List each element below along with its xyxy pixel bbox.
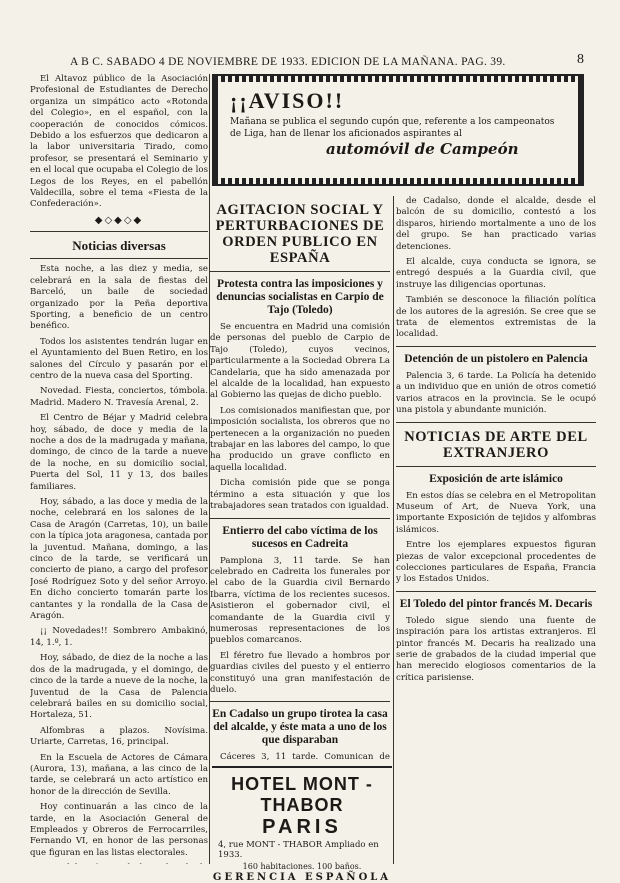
intro-paragraph: El Altavoz público de la Asociación Profesional de Estudiantes de Derecho organiza un simpático acto «Rotonda del Colegio», en el español, con la cooperación de conocidos cómicos. Debido a los esfuerzos que dedicaron a la labor universitaria Tirado, como profesor, se presentará el Seminario y en el local que ocupaba el Colegio de los Legos de los Reyes, en el pabellón Valdecilla, sobre el tema «Fiesta de la Confederación». (30, 74, 208, 210)
article-title-toledo: El Toledo del pintor francés M. Decaris (399, 597, 593, 610)
news-paragraph: En la Escuela de Actores de Cámara (Aurora, 13), mañana, a las cinco de la tarde, se celebrará un acto artístico en honor de la dirección de Sevilla. (30, 752, 208, 797)
news-paragraph: Hoy continuarán a las cinco de la tarde, en la Asociación General de Empleados y Obreros de Ferrocarriles, Fernando VI, en honor de las personas que figuran en las listas electorales. (30, 802, 208, 858)
article-title-cadreita: Entierro del cabo víctima de los sucesos en Cadreita (222, 524, 378, 550)
article-paragraph: Se encuentra en Madrid una comisión de personas del pueblo de Carpio de Tajo (Toledo), cuyos vecinos, particularmente a la Sociedad Obrera La Candelaria, que ha sido amenazada por el alcalde de la localidad, han expuesto al Gobierno las quejas de dicho pueblo. (210, 322, 390, 401)
news-paragraph: Alfombras a plazos. Novísima. Uriarte, Carretas, 16, principal. (30, 725, 208, 748)
news-paragraph: El Centro de Béjar y Madrid celebra hoy, sábado, de doce y media de la noche a dos de la madrugada y mañana, domingo, de cinco de la tarde a nueve de la noche, en su domicilio social, Puerta del Sol, 11 y 13, dos bailes familiares. (30, 413, 208, 492)
article-title-cadalso: En Cadalso un grupo tirotea la casa del alcalde, y éste mata a uno de los que disparaban (212, 708, 388, 747)
aviso-prize: automóvil de Campeón (326, 140, 519, 158)
article-title-exposicion: Exposición de arte islámico (429, 472, 563, 485)
hotel-address: 4, rue MONT - THABOR Ampliado en 1933. (218, 839, 379, 860)
news-paragraph: Esta noche, a las diez y media, se celebrará en la sala de fiestas del Barceló, un baile de sociedad organizado por la Peña deportiva Sporting, a beneficio de un centro benéfico. (30, 264, 208, 332)
aviso-box (212, 74, 584, 186)
aviso-text: Mañana se publica el segundo cupón que, referente a los campeonatos de Liga, han de llenar los aficionados aspirantes al (230, 117, 555, 139)
article-paragraph: Toledo sigue siendo una fuente de inspiración para los artistas extranjeros. El pintor francés M. Decaris ha realizado una serie de grabados de la ciudad imperial que han merecido elogiosos comentarios de la crítica parisiense. (396, 615, 596, 683)
divider (30, 258, 208, 259)
column-middle (210, 196, 390, 764)
column-right (396, 196, 596, 856)
article-paragraph: También se desconoce la filiación política de los autores de la agresión. Se cree que se trata de elementos extremistas de la localidad. (396, 295, 596, 340)
hotel-agency: GERENCIA ESPAÑOLA (212, 871, 392, 883)
article-paragraph: En estos días se celebra en el Metropolitan Museum of Art, de Nueva York, una importante Exposición de tejidos y alfombras islámicos. (396, 490, 596, 535)
page-number: 8 (577, 52, 584, 67)
article-paragraph: Los comisionados manifiestan que, por imposición socialista, los obreros que no pertenecen a la organización no pueden trabajar en las labores del campo, lo que ha producido un grave conflicto en aquella localidad. (210, 405, 390, 473)
divider (30, 231, 208, 232)
divider (396, 422, 596, 423)
hotel-city: PARIS (262, 816, 342, 838)
divider (210, 518, 390, 519)
column-left (30, 74, 208, 864)
column-rule (393, 196, 394, 864)
news-paragraph: ¡¡ Novedades!! Sombrero Ambakinó, 14, 1.º, 1. (30, 626, 208, 648)
article-paragraph: El alcalde, cuya conducta se ignora, se entregó después a la Guardia civil, que instruye las diligencias oportunas. (396, 257, 596, 290)
news-paragraph: Novedad. Fiesta, conciertos, tómbola. Madrid. Madero N. Travesía Arenal, 2. (30, 386, 208, 408)
section-title-noticias: Noticias diversas (72, 238, 166, 254)
continuation-paragraph: de Cadalso, donde el alcalde, desde el balcón de su domicilio, contestó a los disparos, hiriendo mortalmente a uno de los del grupo. Se han practicado varias detenciones. (396, 196, 596, 252)
hotel-name: HOTEL MONT - THABOR (231, 774, 373, 815)
divider (396, 466, 596, 467)
section-title-arte: NOTICIAS DE ARTE DEL EXTRANJERO (404, 428, 588, 461)
section-title-agitacion: AGITACION SOCIAL Y PERTURBACIONES DE ORDEN PUBLICO EN ESPAÑA (215, 202, 385, 266)
article-title-palencia: Detención de un pistolero en Palencia (404, 352, 588, 365)
article-paragraph: Cáceres 3, 11 tarde. Comunican de (220, 752, 390, 763)
aviso-title: ¡¡AVISO!! (230, 88, 345, 113)
divider (210, 271, 390, 272)
news-paragraph: Hoy, sábado, a las doce y media de la noche, celebrará en los salones de la Casa de Aragón (Carretas, 10), un baile con la típica jota aragonesa, cantada por la juventud. Mañana, domingo, a las cinco de la tarde, se verificará un concierto de piano, a cargo del profesor José Rodríguez Soto y del señor Arroyo. En dicho concierto tomarán parte los cantantes y la rondalla de la Casa de Aragón. (30, 497, 208, 622)
news-paragraph: Todos los asistentes tendrán lugar en el Ayuntamiento del Buen Retiro, en los salones del Círculo y pasarán por el centro de la nueva casa del Sporting. (30, 336, 208, 381)
article-paragraph: Palencia 3, 6 tarde. La Policía ha detenido a un individuo que en unión de otros cometió varios atracos en la provincia. Se le ocupó una pistola y abundante munición. (396, 370, 596, 416)
divider (396, 591, 596, 592)
divider (396, 346, 596, 347)
news-paragraph: Hoy, sábado, de diez de la noche a las dos de la madrugada, y el domingo, de cinco de la tarde a nueve de la noche, la Juventud de la Casa de Palencia celebrará bailes en su domicilio social, Hortaleza, 51. (30, 653, 208, 721)
article-paragraph: Pamplona 3, 11 tarde. Se han celebrado en Cadreita los funerales por el cabo de la Guardia civil Bernardo Ibarra, víctima de los recientes sucesos. Asistieron el gobernador civil, el comandante de la Guardia civil y numerosas representaciones de los pueblos comarcanos. (210, 555, 390, 646)
article-paragraph: Dicha comisión pide que se ponga término a esta situación y que los trabajadores sean tratados con igualdad. (210, 478, 390, 512)
divider (210, 701, 390, 702)
hotel-note: 160 habitaciones. 100 baños. (242, 861, 362, 871)
hotel-advertisement (212, 766, 392, 883)
article-paragraph: El féretro fue llevado a hombros por guardias civiles del puesto y el entierro constituyó una gran manifestación de duelo. (210, 650, 390, 695)
article-title-carpio: Protesta contra las imposiciones y denuncias socialistas en Carpio de Tajo (Toledo) (216, 278, 384, 316)
running-head: A B C. SABADO 4 DE NOVIEMBRE DE 1933. EDICION DE LA MAÑANA. PAG. 39. (70, 56, 506, 68)
ornament-divider: ◆◇◆◇◆ (94, 214, 144, 226)
article-paragraph: Entre los ejemplares expuestos figuran piezas de valor excepcional procedentes de colecciones particulares de España, Francia y los Estados Unidos. (396, 540, 596, 585)
